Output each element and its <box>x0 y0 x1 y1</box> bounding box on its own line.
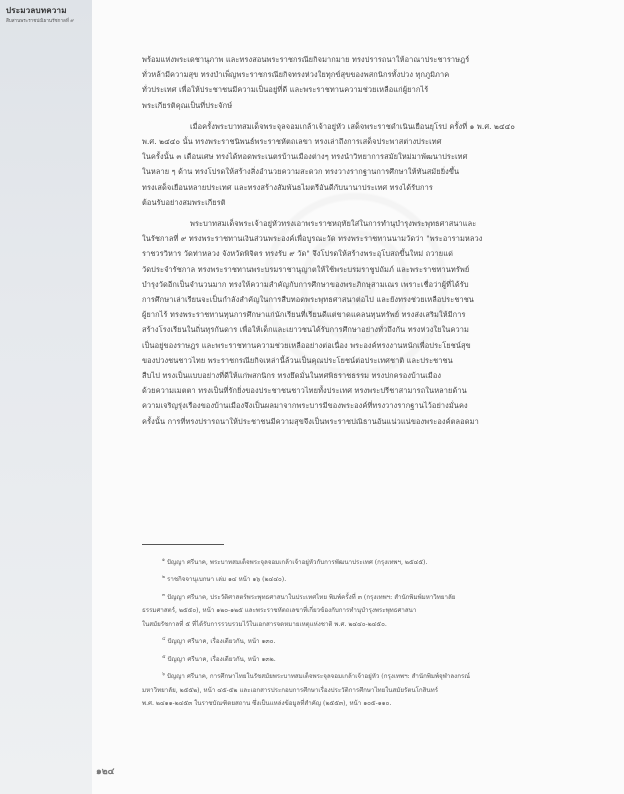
footnote-text: ปัญญา ศรีนาค, เรื่องเดียวกัน, หน้า ๑๓๒. <box>167 655 276 663</box>
text-line: สืบไป ทรงเป็นแบบอย่างที่ดีให้แก่พสกนิกร ทรงยึดมั่นในทศพิธราชธรรม ทรงปกครองบ้านเมือง <box>142 371 442 381</box>
footnote <box>142 554 534 569</box>
text-line: ราชวรวิหาร วัดท่าหลวง จังหวัดพิจิตร ทรงรับ ๙ วัด" จึงโปรดให้สร้างพระอุโบสถขึ้นใหม่ ถวายแด่ <box>142 249 453 259</box>
text-line: การศึกษาเล่าเรียนจะเป็นกำลังสำคัญในการสืบทอดพระพุทธศาสนาต่อไป และยังทรงช่วยเหลือประชาชน <box>142 295 474 305</box>
footnote-text: ปัญญา ศรีนาค, เรื่องเดียวกัน, หน้า ๑๓๐. <box>167 638 276 646</box>
footnote-number: ๒ <box>162 575 166 581</box>
paragraph <box>142 52 534 113</box>
header-title: ประมวลบทความ <box>6 6 67 15</box>
footnote-text: ปัญญา ศรีนาค, การศึกษาไทยในรัชสมัยพระบาทสมเด็จพระจุลจอมเกล้าเจ้าอยู่หัว (กรุงเทพฯ: สำนักพิมพ์จุฬาลงกรณ์ <box>166 673 471 681</box>
text-line: ต้อนรับอย่างสมพระเกียรติ <box>142 197 226 207</box>
text-line: พระบาทสมเด็จพระเจ้าอยู่หัวทรงเอาพระราชหฤทัยใส่ในการทำนุบำรุงพระพุทธศาสนาและ <box>190 219 477 229</box>
text-line: เมื่อครั้งพระบาทสมเด็จพระจุลจอมเกล้าเจ้าอยู่หัว เสด็จพระราชดำเนินเยือนยุโรป ครั้งที่ ๑ พ.ศ. ๒๔๔๐ <box>190 121 515 131</box>
body-text <box>142 52 534 435</box>
footnote-text: ราชกิจจานุเบกษา เล่ม ๑๔ หน้า ๑๖ (๒๔๔๐). <box>167 576 287 584</box>
text-line: ทั่วประเทศ เพื่อให้ประชาชนมีความเป็นอยู่ที่ดี และพระราชทานความช่วยเหลือแก่ผู้ยากไร้ <box>142 85 429 95</box>
footnote-text: ปัญญา ศรีนาค, ประวัติศาสตร์พระพุทธศาสนาในประเทศไทย พิมพ์ครั้งที่ ๓ (กรุงเทพฯ: สำนักพิมพ์มหาวิทยาลัย <box>167 594 456 601</box>
text-line: ของปวงชนชาวไทย พระราชกรณียกิจเหล่านี้ล้วนเป็นคุณประโยชน์ต่อประเทศชาติ และประชาชน <box>142 355 453 365</box>
page-number: ๑๒๔ <box>96 767 115 777</box>
footnote-divider <box>142 544 224 545</box>
footnote-text: ปัญญา ศรีนาค, พระบาทสมเด็จพระจุลจอมเกล้าเจ้าอยู่หัวกับการพัฒนาประเทศ (กรุงเทพฯ, ๒๕๔๕). <box>166 559 428 567</box>
footnote-line: ธรรมศาสตร์, ๒๕๕๐), หน้า ๑๒๐-๑๒๕ และพระราชหัตถเลขาที่เกี่ยวข้องกับการทำนุบำรุงพระพุทธศาสนา <box>142 607 417 615</box>
paragraph <box>142 216 534 429</box>
footnote-line <box>142 554 534 569</box>
text-line: ในหลาย ๆ ด้าน ทรงโปรดให้สร้างสิ่งอำนวยความสะดวก ทรงวางรากฐานการศึกษาให้ทันสมัยยิ่งขึ้น <box>142 167 460 177</box>
text-line: ในรัชกาลที่ ๙ ทรงพระราชทานเงินส่วนพระองค์เพื่อบูรณะวัด ทรงพระราชทานนามวัดว่า "พระอารามหลวง <box>142 234 483 244</box>
footnote-line: มหาวิทยาลัย, ๒๕๕๒), หน้า ๔๕-๕๒ และเอกสารประกอบการศึกษาเรื่องประวัติการศึกษาไทยในสมัยรัตนโกสินทร์ <box>142 686 439 694</box>
text-line: พระเกียรติคุณเป็นที่ประจักษ์ <box>142 100 233 110</box>
side-strip <box>0 0 92 794</box>
footnote-line <box>142 668 534 683</box>
text-line: พ.ศ. ๒๔๔๐ นั้น ทรงพระราชนิพนธ์พระราชหัตถเลขา ทรงเล่าถึงการเสด็จประพาสต่างประเทศ <box>142 137 442 147</box>
footnote-number: ๕ <box>162 654 166 660</box>
footnote <box>142 589 534 631</box>
footnote-line <box>142 651 534 666</box>
footnotes <box>142 554 534 712</box>
footnote-line <box>142 589 534 604</box>
text-line: ทรงเสด็จเยือนหลายประเทศ และทรงสร้างสัมพันธไมตรีอันดีกับนานาประเทศ ทรงได้รับการ <box>142 182 433 192</box>
text-line: บำรุงวัดอีกเป็นจำนวนมาก ทรงให้ความสำคัญกับการศึกษาของพระภิกษุสามเณร เพราะเชื่อว่าผู้ที่ได้รับ <box>142 279 469 289</box>
footnote-line: พ.ศ. ๒๔๑๑-๒๔๕๓ ในราชบัณฑิตยสถาน ซึ่งเป็นแหล่งข้อมูลที่สำคัญ (๒๕๕๓), หน้า ๑๐๕-๑๑๐. <box>142 700 392 708</box>
text-line: วัดประจำรัชกาล ทรงพระราชทานพระบรมราชานุญาตให้ใช้พระบรมราชูปถัมภ์ และพระราชทานทรัพย์ <box>142 264 470 274</box>
footnote-number: ๔ <box>162 637 166 643</box>
text-line: ครั้งนั้น การที่ทรงปรารถนาให้ประชาชนมีความสุขจึงเป็นพระราชปณิธานอันแน่วแน่ของพระองค์ตลอดมา <box>142 416 479 426</box>
running-header <box>6 4 90 25</box>
text-line: ความเจริญรุ่งเรืองของบ้านเมืองจึงเป็นผลมาจากพระบารมีของพระองค์ที่ทรงวางรากฐานไว้อย่างมั่นคง <box>142 401 468 411</box>
footnote <box>142 668 534 710</box>
footnote <box>142 571 534 586</box>
footnote-number: ๓ <box>162 592 166 598</box>
text-line: ทั่วหล้ามีความสุข ทรงบำเพ็ญพระราชกรณียกิจทรงห่วงใยทุกข์สุขของพสกนิกรทั้งปวง ทุกภูมิภาค <box>142 70 450 80</box>
text-line: ด้วยความเมตตา ทรงเป็นที่รักยิ่งของประชาชนชาวไทยทั้งประเทศ ทรงพระปรีชาสามารถในหลายด้าน <box>142 386 467 396</box>
text-line: ในครั้งนั้น ๓ เดือนเศษ ทรงได้ทอดพระเนตรบ้านเมืองต่างๆ ทรงนำวิทยาการสมัยใหม่มาพัฒนาประเทศ <box>142 152 468 162</box>
text-line: สร้างโรงเรียนในถิ่นทุรกันดาร เพื่อให้เด็กและเยาวชนได้รับการศึกษาอย่างทั่วถึงกัน ทรงห่วงใยในความ <box>142 325 469 335</box>
footnote-line: ในสมัยรัชกาลที่ ๕ ที่ได้รับการรวบรวมไว้ในเอกสารจดหมายเหตุแห่งชาติ พ.ศ. ๒๔๔๐-๒๔๕๐. <box>142 620 387 628</box>
text-line: พร้อมแห่งพระเดชานุภาพ และทรงสอนพระราชกรณียกิจมากมาย ทรงปรารถนาให้อาณาประชาราษฎร์ <box>142 55 470 64</box>
text-line: เป็นอยู่ของราษฎร และพระราชทานความช่วยเหลืออย่างต่อเนื่อง พระองค์ทรงงานหนักเพื่อประโยชน์สุข <box>142 340 471 350</box>
footnote <box>142 651 534 666</box>
text-line: ผู้ยากไร้ ทรงพระราชทานทุนการศึกษาแก่นักเรียนที่เรียนดีแต่ขาดแคลนทุนทรัพย์ ทรงส่งเสริมให้มีการ <box>142 310 466 320</box>
paragraph <box>142 119 534 210</box>
footnote <box>142 633 534 648</box>
footnote-number: ๑ <box>162 558 165 563</box>
footnote-line <box>142 633 534 648</box>
footnote-number: ๖ <box>162 672 165 678</box>
footnote-line <box>142 571 534 586</box>
header-subtitle: สืบสานพระราชปณิธานรัชกาลที่ ๙ <box>6 19 74 24</box>
